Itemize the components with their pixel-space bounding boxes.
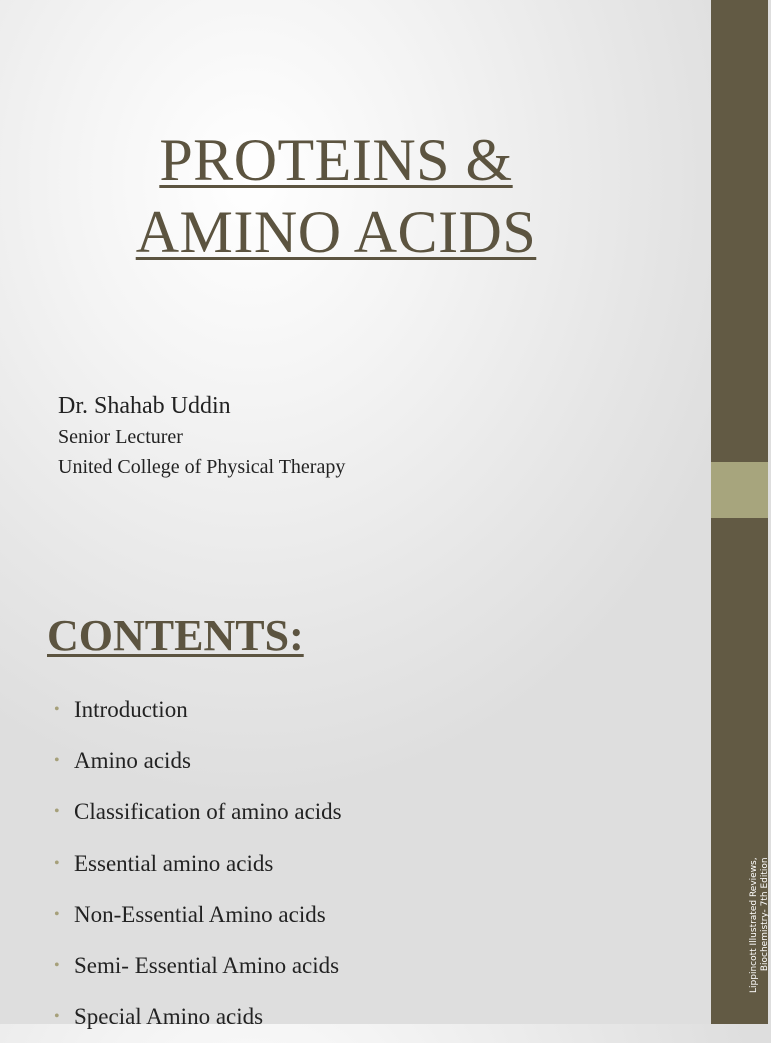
list-item-text: Semi- Essential Amino acids <box>74 953 340 979</box>
bullet-icon: • <box>54 957 60 975</box>
sidebar-accent-block <box>711 462 768 518</box>
bullet-icon: • <box>54 700 60 718</box>
list-item-text: Special Amino acids <box>74 1004 264 1030</box>
bullet-icon: • <box>54 1008 60 1026</box>
bullet-icon: • <box>54 905 60 923</box>
bullet-icon: • <box>54 751 60 769</box>
list-item <box>54 838 342 889</box>
author-block <box>58 390 345 482</box>
list-item-text: Non-Essential Amino acids <box>74 901 326 927</box>
list-item <box>54 992 342 1043</box>
list-item-text: Classification of amino acids <box>74 799 342 825</box>
list-item <box>54 889 342 940</box>
reference-line-1: Lippincott Illustrated Reviews, <box>749 857 759 993</box>
author-institution: United College of Physical Therapy <box>58 456 346 478</box>
list-item <box>54 940 342 991</box>
list-item <box>54 684 342 735</box>
bullet-icon: • <box>54 854 60 872</box>
contents-list <box>54 684 342 1043</box>
list-item-text: Introduction <box>74 696 188 722</box>
title-line-1: PROTEINS & <box>159 127 513 193</box>
list-item <box>54 735 342 786</box>
reference-line-2: Biochemistry- 7th Edition <box>760 857 770 972</box>
list-item-text: Amino acids <box>74 747 191 773</box>
slide-title <box>0 124 672 268</box>
sidebar-reference-text <box>749 857 771 993</box>
author-name: Dr. Shahab Uddin <box>58 393 231 419</box>
title-line-2: AMINO ACIDS <box>135 199 537 265</box>
list-item <box>54 787 342 838</box>
list-item-text: Essential amino acids <box>74 850 274 876</box>
bullet-icon: • <box>54 803 60 821</box>
author-position: Senior Lecturer <box>58 426 183 448</box>
contents-heading: CONTENTS: <box>47 611 304 660</box>
